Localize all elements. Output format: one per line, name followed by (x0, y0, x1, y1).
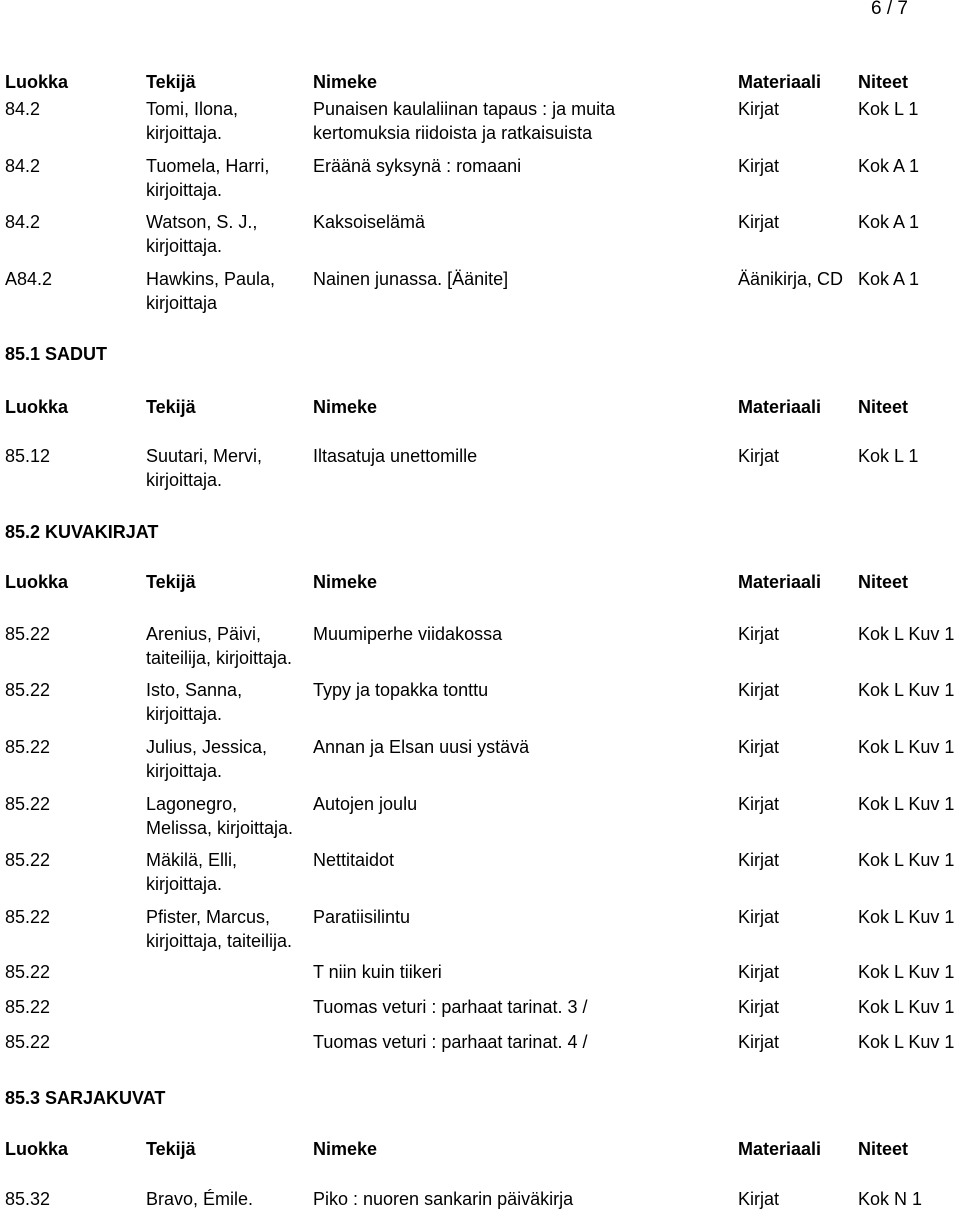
cell-materiaali: Kirjat (738, 794, 780, 814)
section-title: 85.2 KUVAKIRJAT (5, 522, 159, 542)
header-nimeke: Nimeke (313, 572, 378, 592)
cell-niteet: Kok L 1 (858, 99, 919, 119)
cell-nimeke: Paratiisilintu (313, 907, 411, 927)
cell-tekija: Suutari, Mervi, (146, 446, 263, 466)
cell-niteet: Kok N 1 (858, 1189, 923, 1209)
cell-luokka: 85.32 (5, 1189, 51, 1209)
cell-luokka: 85.22 (5, 737, 51, 757)
cell-tekija: kirjoittaja. (146, 180, 223, 200)
cell-tekija: taiteilija, kirjoittaja. (146, 648, 293, 668)
header-materiaali: Materiaali (738, 72, 822, 92)
cell-luokka: 84.2 (5, 156, 41, 176)
cell-luokka: 84.2 (5, 212, 41, 232)
header-niteet: Niteet (858, 1139, 909, 1159)
header-niteet: Niteet (858, 397, 909, 417)
cell-materiaali: Kirjat (738, 99, 780, 119)
header-niteet: Niteet (858, 572, 909, 592)
cell-luokka: 85.22 (5, 1032, 51, 1052)
cell-niteet: Kok L Kuv 1 (858, 794, 955, 814)
cell-materiaali: Kirjat (738, 962, 780, 982)
cell-materiaali: Kirjat (738, 997, 780, 1017)
header-materiaali: Materiaali (738, 572, 822, 592)
cell-nimeke: Kaksoiselämä (313, 212, 426, 232)
cell-niteet: Kok L Kuv 1 (858, 997, 955, 1017)
cell-nimeke: Nettitaidot (313, 850, 395, 870)
cell-tekija: Arenius, Päivi, (146, 624, 262, 644)
header-luokka: Luokka (5, 72, 69, 92)
cell-luokka: 85.22 (5, 850, 51, 870)
cell-luokka: 85.22 (5, 680, 51, 700)
cell-nimeke: T niin kuin tiikeri (313, 962, 442, 982)
cell-luokka: 85.22 (5, 794, 51, 814)
header-tekija: Tekijä (146, 572, 196, 592)
cell-tekija: Tomi, Ilona, (146, 99, 239, 119)
cell-luokka: 85.22 (5, 907, 51, 927)
cell-nimeke: Autojen joulu (313, 794, 418, 814)
cell-nimeke: Muumiperhe viidakossa (313, 624, 503, 644)
cell-luokka: 85.22 (5, 624, 51, 644)
header-materiaali: Materiaali (738, 1139, 822, 1159)
cell-tekija: kirjoittaja. (146, 236, 223, 256)
cell-nimeke: Iltasatuja unettomille (313, 446, 478, 466)
cell-tekija: kirjoittaja. (146, 470, 223, 490)
header-tekija: Tekijä (146, 1139, 196, 1159)
cell-luokka: 85.22 (5, 962, 51, 982)
cell-nimeke: Eräänä syksynä : romaani (313, 156, 522, 176)
cell-niteet: Kok L Kuv 1 (858, 737, 955, 757)
cell-niteet: Kok L Kuv 1 (858, 1032, 955, 1052)
cell-materiaali: Kirjat (738, 1189, 780, 1209)
cell-materiaali: Kirjat (738, 737, 780, 757)
header-nimeke: Nimeke (313, 72, 378, 92)
cell-materiaali: Kirjat (738, 624, 780, 644)
cell-materiaali: Kirjat (738, 907, 780, 927)
section-title: 85.1 SADUT (5, 344, 108, 364)
header-nimeke: Nimeke (313, 1139, 378, 1159)
cell-materiaali: Kirjat (738, 680, 780, 700)
cell-materiaali: Äänikirja, CD (738, 269, 844, 289)
cell-nimeke: Typy ja topakka tonttu (313, 680, 489, 700)
header-luokka: Luokka (5, 572, 69, 592)
cell-materiaali: Kirjat (738, 156, 780, 176)
cell-tekija: Hawkins, Paula, (146, 269, 276, 289)
header-luokka: Luokka (5, 1139, 69, 1159)
cell-nimeke: Tuomas veturi : parhaat tarinat. 3 / (313, 997, 588, 1017)
cell-niteet: Kok A 1 (858, 156, 920, 176)
header-luokka: Luokka (5, 397, 69, 417)
header-nimeke: Nimeke (313, 397, 378, 417)
cell-niteet: Kok L 1 (858, 446, 919, 466)
cell-nimeke: Punaisen kaulaliinan tapaus : ja muita (313, 99, 616, 119)
cell-tekija: Tuomela, Harri, (146, 156, 270, 176)
cell-materiaali: Kirjat (738, 446, 780, 466)
cell-luokka: 85.12 (5, 446, 51, 466)
cell-tekija: kirjoittaja. (146, 123, 223, 143)
cell-niteet: Kok L Kuv 1 (858, 624, 955, 644)
cell-niteet: Kok L Kuv 1 (858, 907, 955, 927)
cell-tekija: Bravo, Émile. (146, 1189, 254, 1209)
cell-nimeke: kertomuksia riidoista ja ratkaisuista (313, 123, 593, 143)
cell-tekija: kirjoittaja, taiteilija. (146, 931, 293, 951)
cell-tekija: Julius, Jessica, (146, 737, 268, 757)
cell-niteet: Kok L Kuv 1 (858, 680, 955, 700)
header-tekija: Tekijä (146, 72, 196, 92)
cell-luokka: 84.2 (5, 99, 41, 119)
cell-tekija: Lagonegro, (146, 794, 238, 814)
cell-tekija: Melissa, kirjoittaja. (146, 818, 294, 838)
header-niteet: Niteet (858, 72, 909, 92)
section-title: 85.3 SARJAKUVAT (5, 1088, 166, 1108)
cell-tekija: Isto, Sanna, (146, 680, 243, 700)
cell-tekija: kirjoittaja (146, 293, 218, 313)
cell-luokka: A84.2 (5, 269, 53, 289)
cell-niteet: Kok A 1 (858, 212, 920, 232)
cell-niteet: Kok A 1 (858, 269, 920, 289)
cell-tekija: Pfister, Marcus, (146, 907, 271, 927)
cell-materiaali: Kirjat (738, 212, 780, 232)
cell-materiaali: Kirjat (738, 850, 780, 870)
cell-tekija: Watson, S. J., (146, 212, 258, 232)
cell-nimeke: Tuomas veturi : parhaat tarinat. 4 / (313, 1032, 588, 1052)
cell-nimeke: Piko : nuoren sankarin päiväkirja (313, 1189, 574, 1209)
cell-tekija: kirjoittaja. (146, 874, 223, 894)
cell-nimeke: Annan ja Elsan uusi ystävä (313, 737, 530, 757)
cell-tekija: kirjoittaja. (146, 761, 223, 781)
cell-tekija: kirjoittaja. (146, 704, 223, 724)
cell-materiaali: Kirjat (738, 1032, 780, 1052)
cell-nimeke: Nainen junassa. [Äänite] (313, 269, 509, 289)
cell-luokka: 85.22 (5, 997, 51, 1017)
cell-niteet: Kok L Kuv 1 (858, 962, 955, 982)
header-tekija: Tekijä (146, 397, 196, 417)
header-materiaali: Materiaali (738, 397, 822, 417)
page-number: 6 / 7 (871, 0, 908, 19)
cell-tekija: Mäkilä, Elli, (146, 850, 238, 870)
cell-niteet: Kok L Kuv 1 (858, 850, 955, 870)
